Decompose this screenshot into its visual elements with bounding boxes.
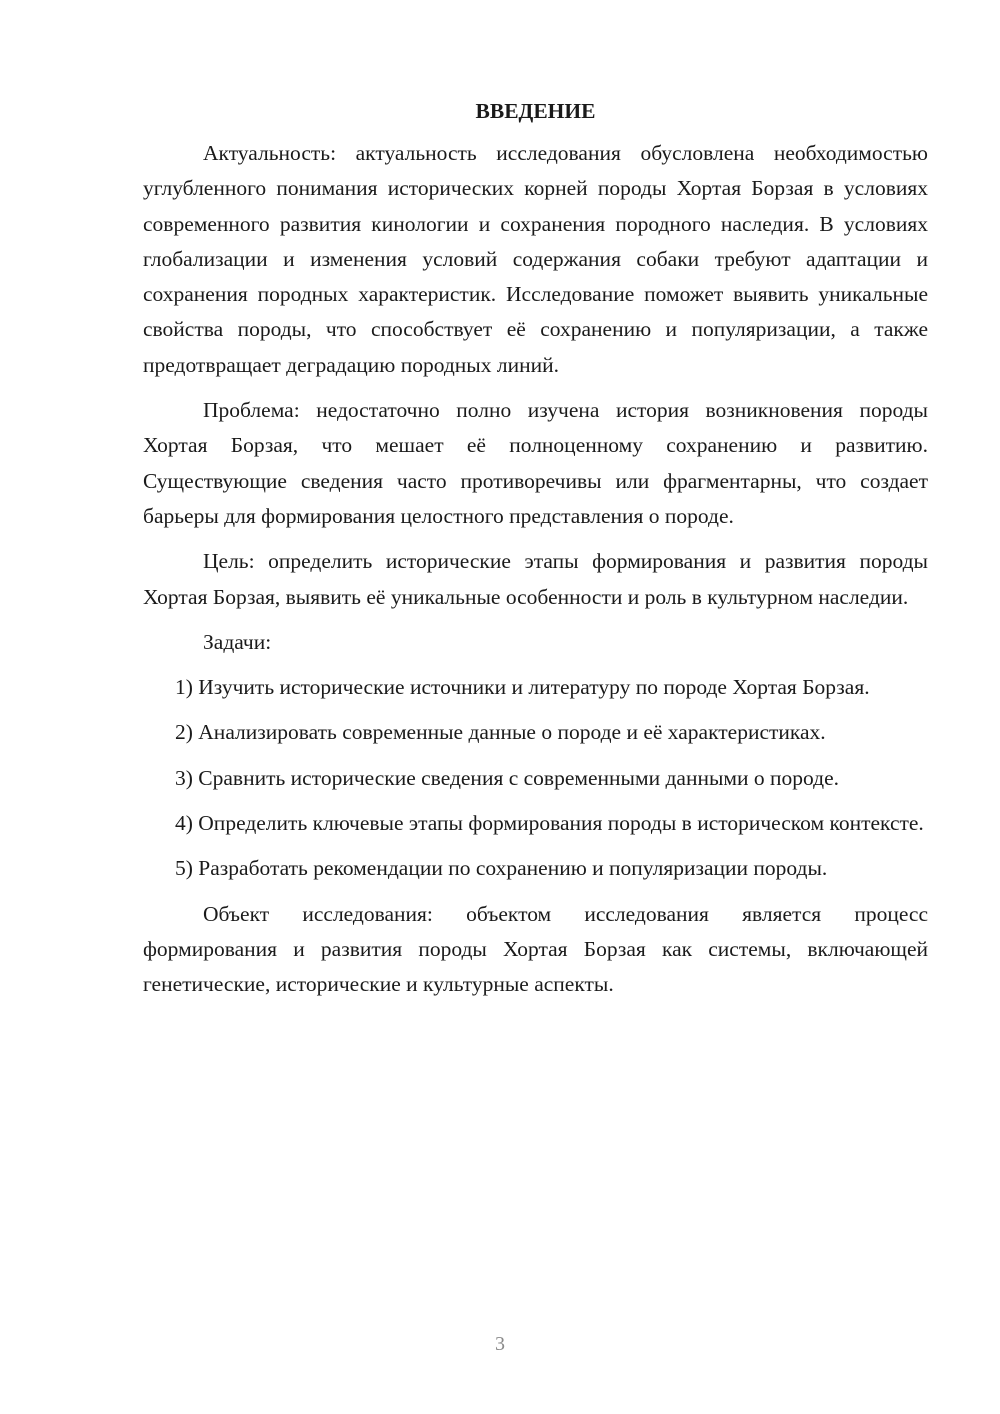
page-body [143, 96, 928, 1003]
paragraph-actuality: Актуальность: актуальность исследования обусловлена необходимостью углубленного понимания исторических корней породы Хортая Борзая в условиях современного развития кинологии и сохранения породного наследия. В условиях глобализации и изменения условий содержания собаки требуют адаптации и сохранения породных характеристик. Исследование поможет выявить уникальные свойства породы, что способствует её сохранению и популяризации, а также предотвращает деградацию породных линий. [143, 141, 928, 377]
task-item-3: 3) Сравнить исторические сведения с современными данными о породе. [175, 765, 840, 790]
page-title: ВВЕДЕНИЕ [475, 99, 596, 123]
page-number: 3 [495, 1333, 505, 1355]
paragraph-problem: Проблема: недостаточно полно изучена история возникновения породы Хортая Борзая, что мешает её полноценному сохранению и развитию. Существующие сведения часто противоречивы или фрагментарны, что создает барьеры для формирования целостного представления о породе. [143, 398, 928, 528]
task-item-5: 5) Разработать рекомендации по сохранению и популяризации породы. [175, 856, 828, 881]
task-item-2: 2) Анализировать современные данные о породе и её характеристиках. [175, 720, 826, 745]
task-item-4: 4) Определить ключевые этапы формирования породы в историческом контексте. [175, 811, 924, 836]
paragraph-goal: Цель: определить исторические этапы формирования и развития породы Хортая Борзая, выявить её уникальные особенности и роль в культурном наследии. [143, 549, 928, 609]
tasks-heading: Задачи: [203, 629, 272, 654]
paragraph-object: Объект исследования: объектом исследования является процесс формирования и развития породы Хортая Борзая как системы, включающей генетические, исторические и культурные аспекты. [143, 901, 928, 997]
task-item-1: 1) Изучить исторические источники и литературу по породе Хортая Борзая. [175, 675, 870, 700]
